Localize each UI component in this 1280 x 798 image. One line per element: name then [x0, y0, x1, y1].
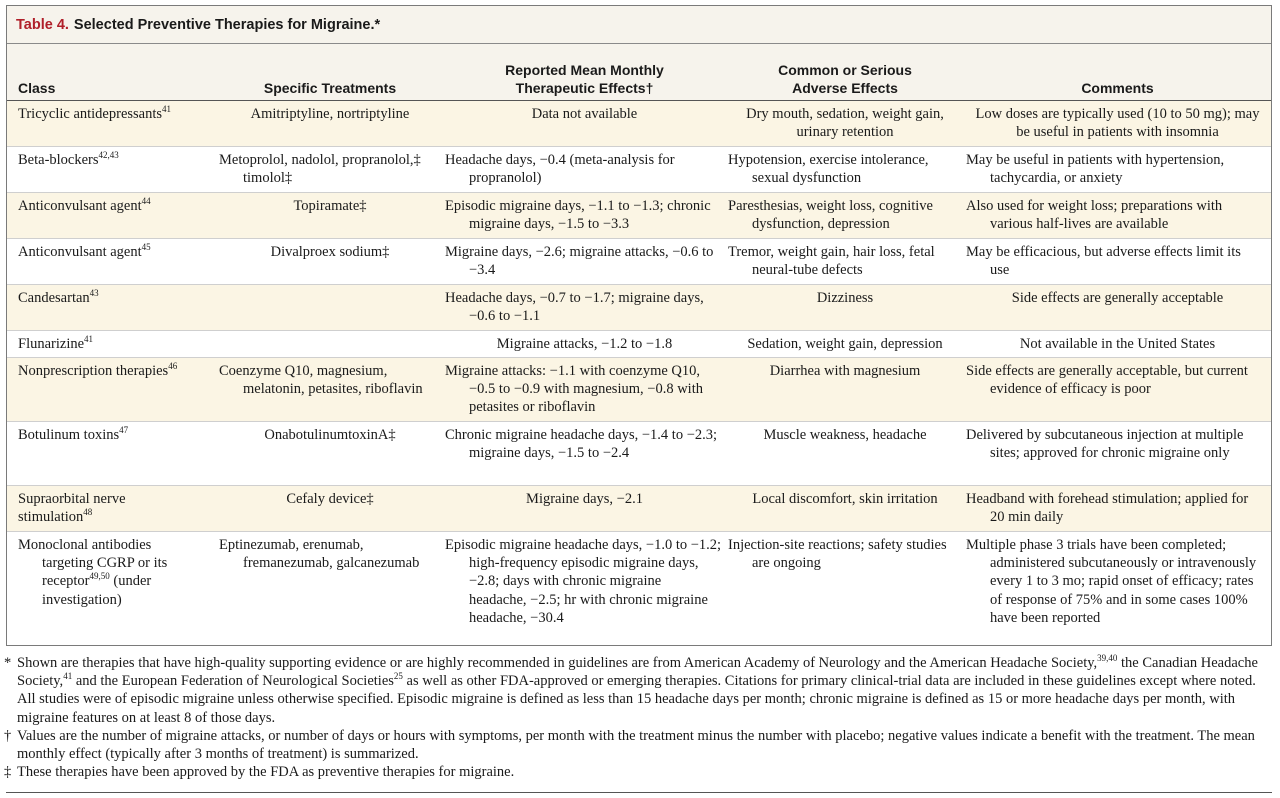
table-row: [7, 358, 1271, 422]
cell-effects: Episodic migraine days, −1.1 to −1.3; chronic migraine days, −1.5 to −3.3: [445, 198, 711, 233]
table-row: [7, 486, 1271, 532]
cell-class: Candesartan$^{43}$: [18, 288, 99, 306]
cell-adverse: Sedation, weight gain, depression: [747, 336, 943, 352]
cell-adverse: Hypotension, exercise intolerance, sexual dysfunction: [728, 152, 929, 187]
cell-comments: May be useful in patients with hypertension, tachycardia, or anxiety: [966, 152, 1225, 187]
cell-effects: Migraine attacks: −1.1 with coenzyme Q10, −0.5 to −0.9 with magnesium, −0.8 with petasites or riboflavin: [445, 363, 703, 416]
cell-effects: Data not available: [531, 106, 638, 122]
footnote-double-dagger-mark: ‡: [4, 764, 12, 781]
cell-comments: May be efficacious, but adverse effects limit its use: [966, 244, 1241, 279]
cell-effects: Migraine attacks, −1.2 to −1.8: [496, 336, 673, 352]
cell-class: Beta-blockers$^{42,43}$: [18, 150, 119, 168]
footnote-star-mark: *: [4, 655, 12, 671]
header-comments: Comments: [1081, 80, 1154, 96]
therapies-table: [6, 5, 1272, 646]
cell-treatments: Coenzyme Q10, magnesium, melatonin, petasites, riboflavin: [219, 363, 423, 398]
cell-adverse: Paresthesias, weight loss, cognitive dysfunction, depression: [728, 198, 933, 233]
header-adverse: Common or Serious Adverse Effects: [778, 62, 912, 96]
cell-treatments: [217, 331, 443, 357]
cell-comments: Low doses are typically used (10 to 50 mg); may be useful in patients with insomnia: [975, 106, 1260, 141]
cell-effects: Headache days, −0.4 (meta-analysis for propranolol): [445, 152, 675, 187]
cell-effects: Migraine days, −2.6; migraine attacks, −0.6 to −3.4: [445, 244, 714, 279]
header-class: Class: [18, 80, 56, 96]
cell-effects: Headache days, −0.7 to −1.7; migraine days, −0.6 to −1.1: [445, 290, 704, 325]
table-row: [7, 422, 1271, 486]
cell-comments: Multiple phase 3 trials have been completed; administered subcutaneously or intravenously every 1 to 3 mo; rapid onset of efficacy; rates of response of 75% and in some cases 100% have been reported: [966, 537, 1257, 626]
cell-class: Botulinum toxins$^{47}$: [18, 425, 129, 443]
table-row: [7, 193, 1271, 239]
cell-adverse: Local discomfort, skin irritation: [752, 491, 938, 507]
cell-treatments: Cefaly device‡: [286, 491, 374, 507]
table-footnotes: [4, 654, 1270, 781]
cell-comments: Delivered by subcutaneous injection at multiple sites; approved for chronic migraine only: [966, 427, 1244, 462]
table-label: Table 4.: [16, 16, 69, 33]
cell-treatments: Metoprolol, nadolol, propranolol,‡ timolol‡: [219, 152, 421, 187]
cell-class: Supraorbital nerve stimulation$^{48}$: [18, 491, 126, 526]
table-row: [7, 331, 1271, 358]
cell-class: Tricyclic antidepressants$^{41}$: [18, 104, 172, 122]
table-row: [7, 285, 1271, 331]
table-row: [7, 239, 1271, 285]
table-title: Selected Preventive Therapies for Migraine.*: [73, 16, 381, 33]
cell-adverse: Diarrhea with magnesium: [769, 363, 921, 379]
footnote-star: * Shown are therapies that have high-quality supporting evidence or are highly recommended in guidelines are from American Academy of Neurology and the American Headache Society,$^{39,40}$ the Canadian Headache Society,$^{41}$ and the European Federation of Neurological Societies$^{25}$ as well as other FDA-approved or emerging therapies. Citations for primary clinical-trial data are included in these guidelines except where noted. All studies were of episodic migraine unless otherwise specified. Episodic migraine is defined as less than 15 headache days per month; chronic migraine is defined as 15 or more headache days per month, with migraine features on at least 8 of those days.: [4, 653, 1258, 726]
cell-comments: Headband with forehead stimulation; applied for 20 min daily: [966, 491, 1249, 526]
cell-treatments: Amitriptyline, nortriptyline: [250, 106, 410, 122]
cell-class: Anticonvulsant agent$^{45}$: [18, 242, 151, 260]
cell-adverse: Dry mouth, sedation, weight gain, urinary retention: [746, 106, 944, 141]
table-row: [7, 147, 1271, 193]
cell-class: Flunarizine$^{41}$: [18, 334, 94, 352]
cell-class: Anticonvulsant agent$^{44}$: [18, 196, 151, 214]
cell-treatments: OnabotulinumtoxinA‡: [264, 427, 396, 443]
cell-effects: Migraine days, −2.1: [526, 491, 643, 507]
table-row: [7, 532, 1271, 634]
cell-class: Monoclonal antibodies targeting CGRP or its receptor$^{49,50}$ (under investigation): [18, 537, 168, 608]
cell-comments: Side effects are generally acceptable, but current evidence of efficacy is poor: [966, 363, 1248, 398]
cell-comments: Also used for weight loss; preparations with various half-lives are available: [966, 198, 1223, 233]
header-treatments: Specific Treatments: [263, 80, 397, 96]
table-header-row: [7, 44, 1271, 101]
cell-treatments: Topiramate‡: [293, 198, 367, 214]
cell-adverse: Dizziness: [816, 290, 874, 306]
cell-treatments: [217, 285, 443, 330]
cell-adverse: Injection-site reactions; safety studies are ongoing: [728, 537, 947, 572]
cell-adverse: Muscle weakness, headache: [763, 427, 927, 443]
cell-treatments: Eptinezumab, erenumab, fremanezumab, galcanezumab: [219, 537, 420, 572]
table-row: [7, 101, 1271, 147]
cell-comments: Not available in the United States: [1019, 336, 1216, 352]
cell-treatments: Divalproex sodium‡: [270, 244, 390, 260]
cell-comments: Side effects are generally acceptable: [1011, 290, 1224, 306]
cell-effects: Chronic migraine headache days, −1.4 to −2.3; migraine days, −1.5 to −2.4: [445, 427, 718, 462]
cell-adverse: Tremor, weight gain, hair loss, fetal neural-tube defects: [728, 244, 935, 279]
header-effects: Reported Mean Monthly Therapeutic Effects†: [505, 62, 664, 96]
bottom-rule: [6, 792, 1272, 793]
table-caption: [7, 6, 1271, 44]
cell-class: Nonprescription therapies$^{46}$: [18, 361, 178, 379]
footnote-double-dagger: ‡ These therapies have been approved by the FDA as preventive therapies for migraine.: [4, 764, 515, 781]
cell-effects: Episodic migraine headache days, −1.0 to −1.2; high-frequency episodic migraine days, −2.8; days with chronic migraine headache, −2.5; hr with chronic migraine headache, −30.4: [445, 537, 722, 626]
footnote-dagger-mark: †: [4, 727, 12, 744]
footnote-dagger: † Values are the number of migraine attacks, or number of days or hours with symptoms, per month with the treatment minus the number with placebo; negative values indicate a benefit with the treatment. The mean monthly effect (typically after 3 months of treatment) is summarized.: [4, 727, 1255, 763]
